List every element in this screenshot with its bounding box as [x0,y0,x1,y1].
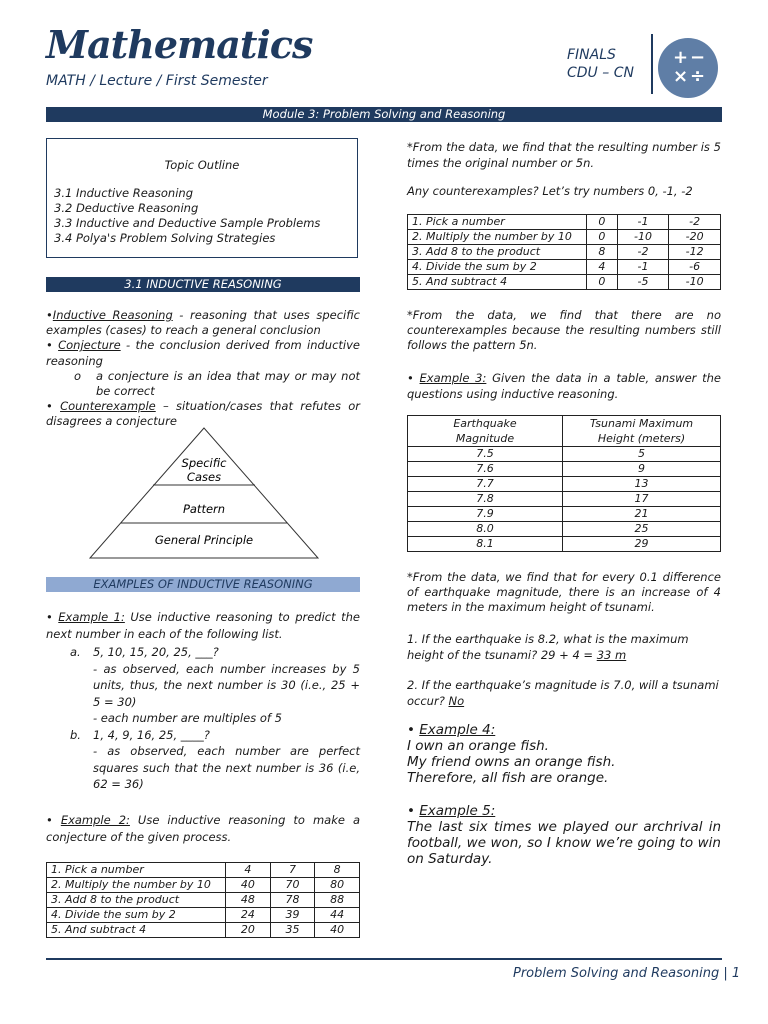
earthquake-note: *From the data, we find that for every 0.1 difference of earthquake magnitude, there is an increase of 4 meters in the maximum height of tsunami. [407,570,721,615]
inductive-pyramid-diagram [88,426,320,560]
outline-title: Topic Outline [164,158,240,172]
counterexample-question: Any counterexamples? Let’s try numbers 0, -1, -2 [407,184,693,198]
example-3: • Example 3: Given the data in a table, answer the questions using inductive reasoning. [407,371,721,401]
question-2: 2. If the earthquake’s magnitude is 7.0, will a tsunami occur? No [407,678,719,708]
result-note: *From the data, we find that the resulting number is 5 times the original number or 5n. [407,140,721,170]
table-header-row: Earthquake Magnitude Tsunami Maximum Height (meters) [408,416,721,447]
pyramid-middle-label: Pattern [182,502,226,516]
plus-icon: + [673,47,689,68]
times-icon: × [673,66,689,87]
table-row: 7.7 13 [408,477,721,492]
table-row: 4. Divide the sum by 2 24 39 44 [47,908,360,923]
earthquake-table [407,415,721,552]
table-row: 8.1 29 [408,537,721,552]
topic-outline-box [46,138,358,258]
table-row: 7.5 5 [408,447,721,462]
table-row: 1. Pick a number 4 7 8 [47,863,360,878]
ex1-b: b. 1, 4, 9, 16, 25, ____? - as observed, each number are perfect squares such that the next number is 36 (i.e, 62 = 36) [70,727,360,791]
table-row: 7.6 9 [408,462,721,477]
module-bar: Module 3: Problem Solving and Reasoning [46,107,722,122]
course-subtitle: MATH / Lecture / First Semester [46,73,268,89]
table-row: 5. And subtract 4 0 -5 -10 [408,275,721,290]
school-label: CDU – CN [567,65,634,81]
example-2: • Example 2: Use inductive reasoning to make a conjecture of the given process. [46,813,360,844]
example-1 [46,609,360,793]
ex4-line: Therefore, all fish are orange. [407,770,609,786]
math-operators-logo-icon [658,38,718,98]
ex4-line: I own an orange fish. [407,738,549,754]
section-bar: 3.1 INDUCTIVE REASONING [46,277,360,292]
answer-2: No [448,694,465,708]
outline-item: 3.3 Inductive and Deductive Sample Problems [54,216,321,230]
table-row: 7.9 21 [408,507,721,522]
ex1-a-note2: - each number are multiples of 5 [93,711,282,725]
examples-bar: EXAMPLES OF INDUCTIVE REASONING [46,577,360,592]
ex1-intro: • Example 1: Use inductive reasoning to predict the next number in each of the following list. [46,610,360,641]
question-1: 1. If the earthquake is 8.2, what is the maximum height of the tsunami? 29 + 4 = 33 m [407,632,689,662]
def-counterexample: • Counterexample – situation/cases that refutes or disagrees a conjecture [46,399,360,429]
outline-item: 3.4 Polya's Problem Solving Strategies [54,231,276,245]
table-row: 4. Divide the sum by 2 4 -1 -6 [408,260,721,275]
pyramid-top-label-2: Cases [186,470,222,484]
ex1-a: a. 5, 10, 15, 20, 25, ___? - as observed, each number increases by 5 units, thus, the next number is 30 (i.e., 25 + 5 = 30) - each number are multiples of 5 [70,645,360,725]
ex5-text: The last six times we played our archrival in football, we won, so I know we’re going to win on Saturday. [407,819,721,867]
divide-icon: ÷ [690,66,706,87]
pyramid-top-label-1: Specific [181,456,227,470]
minus-icon: − [690,47,706,68]
outline-item: 3.1 Inductive Reasoning [54,186,193,200]
def-conjecture-sub: o a conjecture is an idea that may or may not be correct [74,368,360,399]
def-inductive: •Inductive Reasoning - reasoning that uses specific examples (cases) to reach a general conclusion [46,308,360,338]
answer-1: 33 m [596,648,627,662]
table-row: 8.0 25 [408,522,721,537]
pyramid-bottom-label: General Principle [154,533,254,547]
no-counterexample-note: *From the data, we find that there are no counterexamples because the resulting numbers still follows the pattern 5n. [407,308,721,353]
table-row: 2. Multiply the number by 10 0 -10 -20 [408,230,721,245]
footer-line [46,958,722,960]
ex1-a-note1: - as observed, each number increases by 5 units, thus, the next number is 30 (i.e., 25 + 5 = 30) [93,661,360,709]
table-row: 5. And subtract 4 20 35 40 [47,923,360,938]
table-row: 3. Add 8 to the product 48 78 88 [47,893,360,908]
ex4-line: My friend owns an orange fish. [407,754,616,770]
def-conjecture: • Conjecture - the conclusion derived from inductive reasoning [46,338,360,368]
ex1-b-note: - as observed, each number are perfect squares such that the next number is 36 (i.e, 62 = 36) [93,744,360,791]
process-table [46,862,360,938]
example-4: • Example 4: I own an orange fish. My friend owns an orange fish. Therefore, all fish are orange. [407,722,721,786]
term-label [567,46,634,82]
table-row: 1. Pick a number 0 -1 -2 [408,215,721,230]
outline-item: 3.2 Deductive Reasoning [54,201,199,215]
footer-text: Problem Solving and Reasoning | 1 [513,966,741,981]
header-divider [651,34,653,94]
page-title: Mathematics [46,22,313,67]
finals-label: FINALS [567,47,616,63]
table-row: 3. Add 8 to the product 8 -2 -12 [408,245,721,260]
example-5: • Example 5: The last six times we played our archrival in football, we won, so I know we’re going to win on Saturday. [407,803,721,867]
counterexample-table [407,214,721,290]
table-row: 2. Multiply the number by 10 40 70 80 [47,878,360,893]
table-row: 7.8 17 [408,492,721,507]
definitions [46,308,360,430]
